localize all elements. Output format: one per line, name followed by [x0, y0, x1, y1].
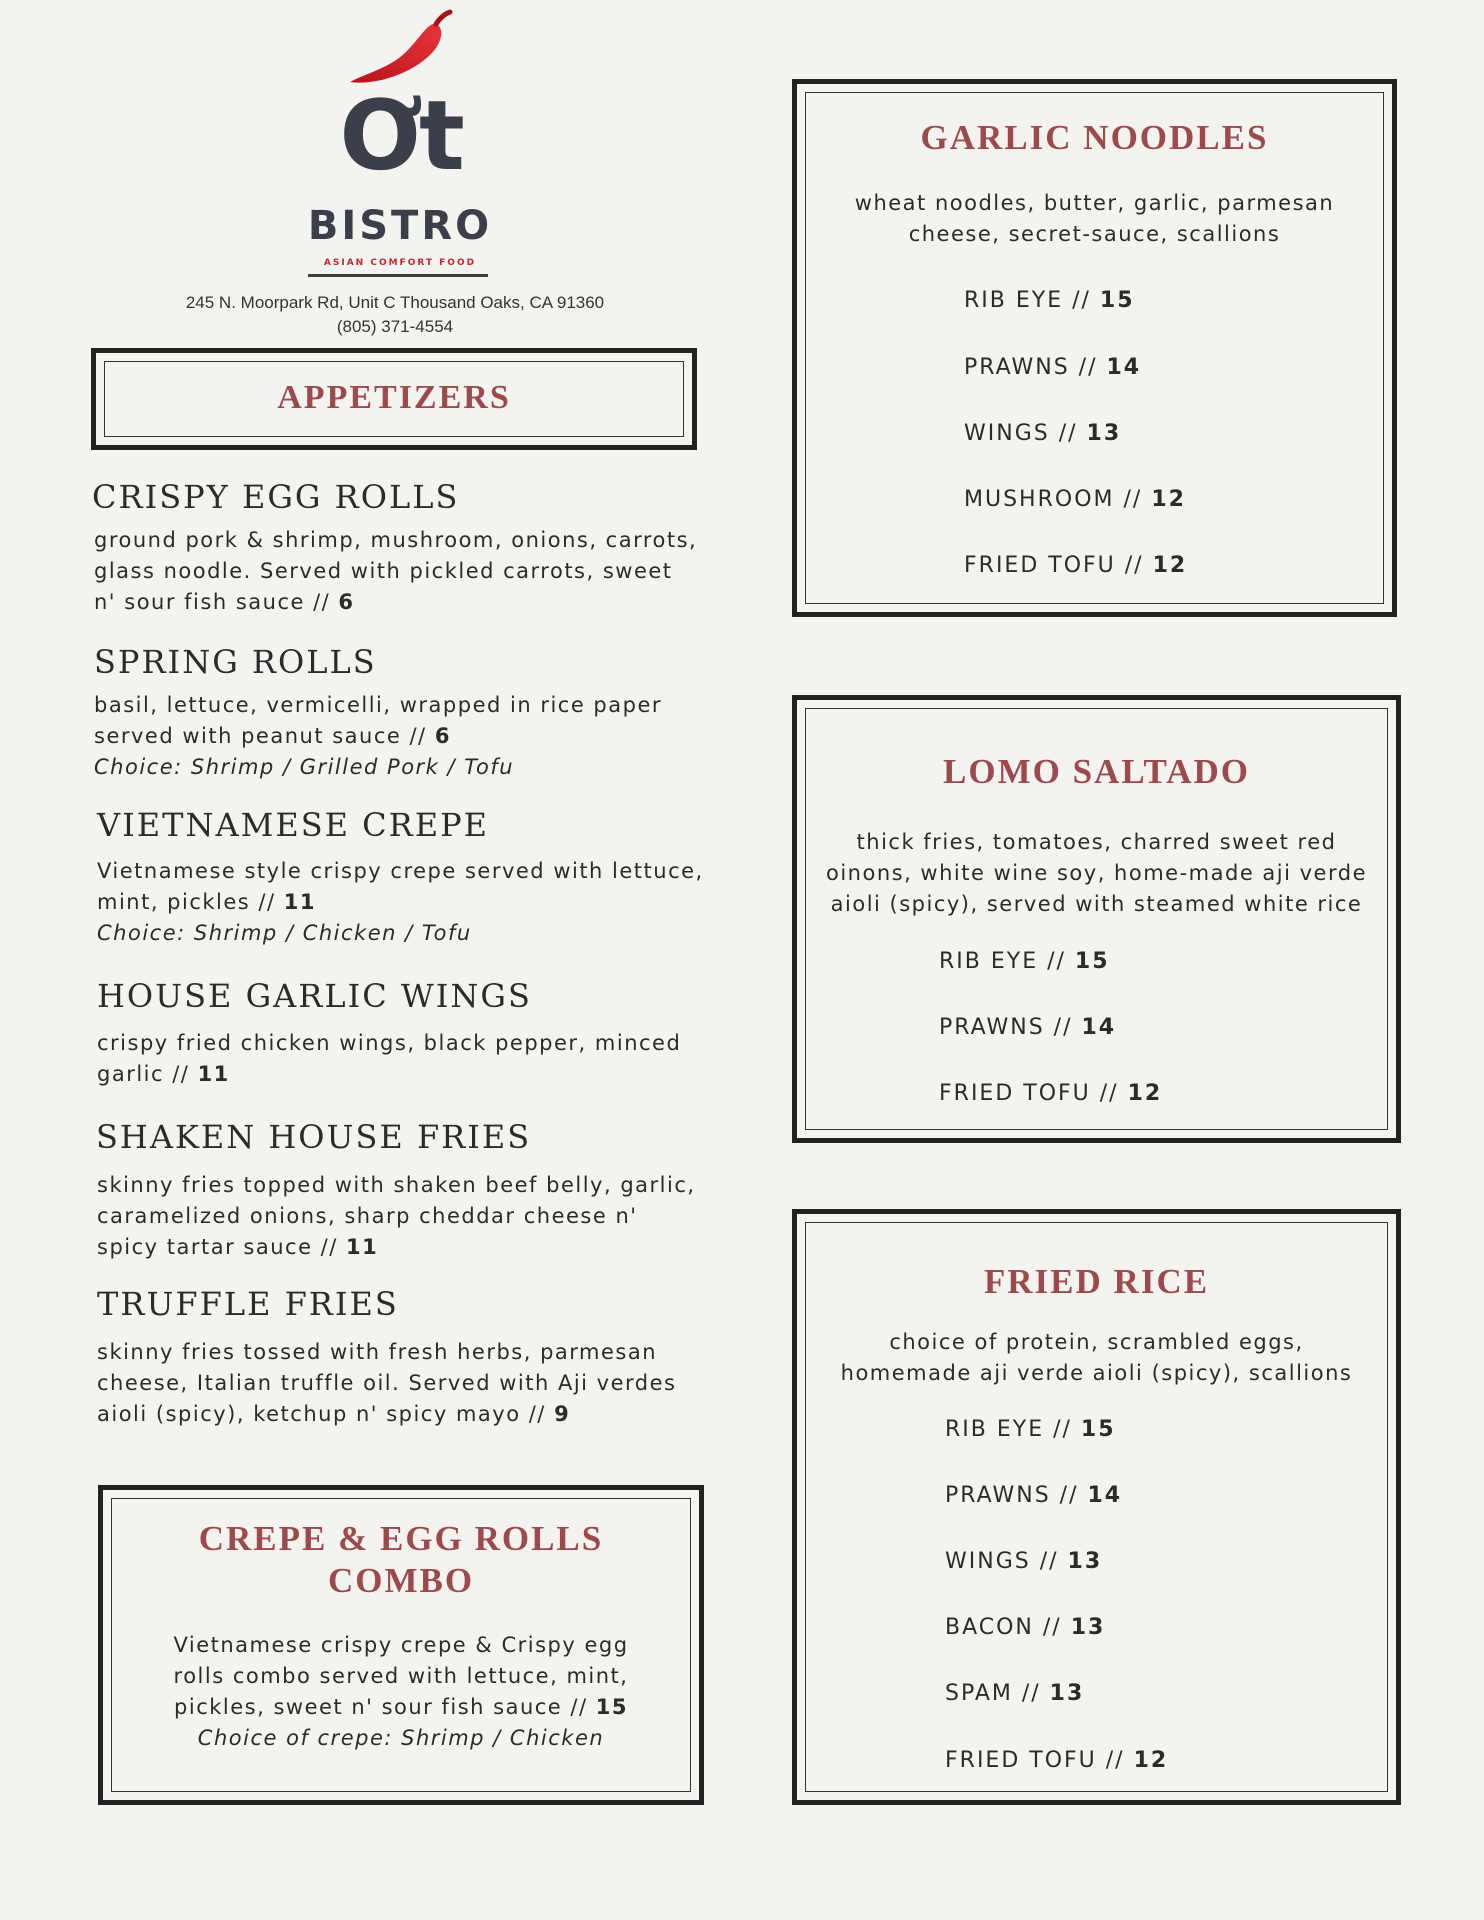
logo-wordmark: Ơt	[339, 80, 461, 192]
lomo-saltado-description: thick fries, tomatoes, charred sweet red oinons, white wine soy, home-made aji verde aioli (spicy), served with steamed white rice	[825, 830, 1367, 916]
combo-description: Vietnamese crispy crepe & Crispy egg rolls combo served with lettuce, mint, pickles, sweet n' sour fish sauce // 15 Choice of crepe: Shrimp / Chicken	[173, 1633, 629, 1750]
fried-rice-description: choice of protein, scrambled eggs, homemade aji verde aioli (spicy), scallions	[840, 1330, 1353, 1385]
lomo-saltado-heading: LOMO SALTADO	[943, 752, 1250, 791]
item-description: skinny fries tossed with fresh herbs, parmesan cheese, Italian truffle oil. Served with Aji verdes aioli (spicy), ketchup n' spicy mayo // 9	[97, 1340, 677, 1426]
item-price: 6	[434, 724, 451, 748]
option-item: PRAWNS // 14	[939, 1015, 1117, 1040]
address: 245 N. Moorpark Rd, Unit C Thousand Oaks, CA 91360	[185, 293, 605, 312]
logo-subname: BISTRO	[307, 203, 493, 249]
item-price: 9	[554, 1402, 571, 1426]
fried-rice-heading: FRIED RICE	[983, 1262, 1210, 1301]
item-price: 11	[283, 890, 316, 914]
item-description: crispy fried chicken wings, black pepper, minced garlic // 11	[97, 1031, 682, 1086]
item-price: 6	[338, 590, 355, 614]
option-item: FRIED TOFU // 12	[939, 1081, 1163, 1106]
fried-rice-box	[792, 1209, 1401, 1805]
chili-pepper-icon	[340, 8, 460, 88]
bistro-logo	[300, 8, 500, 278]
item-choice: Choice: Shrimp / Chicken / Tofu	[97, 921, 472, 945]
option-item: RIB EYE // 15	[939, 949, 1110, 974]
logo-underline	[308, 274, 488, 277]
item-price: 11	[197, 1062, 230, 1086]
option-item: FRIED TOFU // 12	[945, 1748, 1169, 1773]
lomo-saltado-box	[792, 695, 1401, 1143]
garlic-noodles-heading: GARLIC NOODLES	[920, 118, 1269, 157]
item-title: VIETNAMESE CREPE	[97, 806, 489, 844]
phone: (805) 371-4554	[336, 317, 454, 336]
option-item: BACON // 13	[945, 1615, 1106, 1640]
item-choice: Choice: Shrimp / Grilled Pork / Tofu	[94, 755, 515, 779]
option-item: RIB EYE // 15	[945, 1417, 1116, 1442]
combo-heading: CREPE & EGG ROLLS COMBO	[198, 1519, 604, 1600]
item-title: HOUSE GARLIC WINGS	[97, 977, 532, 1015]
option-item: WINGS // 13	[945, 1549, 1103, 1574]
option-item: WINGS // 13	[964, 421, 1122, 446]
item-description: Vietnamese style crispy crepe served with lettuce, mint, pickles // 11 Choice: Shrimp / Chicken / Tofu	[97, 859, 704, 945]
item-title: CRISPY EGG ROLLS	[92, 478, 460, 516]
garlic-noodles-box	[792, 79, 1397, 617]
option-item: FRIED TOFU // 12	[964, 553, 1188, 578]
combo-box	[98, 1485, 704, 1805]
appetizers-heading: APPETIZERS	[277, 379, 511, 416]
item-description: skinny fries topped with shaken beef belly, garlic, caramelized onions, sharp cheddar cheese n' spicy tartar sauce // 11	[97, 1173, 696, 1259]
garlic-noodles-description: wheat noodles, butter, garlic, parmesan cheese, secret-sauce, scallions	[854, 191, 1335, 246]
combo-choice: Choice of crepe: Shrimp / Chicken	[197, 1726, 605, 1750]
option-item: SPAM // 13	[945, 1681, 1085, 1706]
item-description: ground pork & shrimp, mushroom, onions, carrots, glass noodle. Served with pickled carrots, sweet n' sour fish sauce // 6	[94, 528, 698, 614]
option-item: RIB EYE // 15	[964, 288, 1135, 313]
item-title: SPRING ROLLS	[94, 643, 377, 681]
item-title: TRUFFLE FRIES	[97, 1285, 399, 1323]
item-title: SHAKEN HOUSE FRIES	[96, 1118, 532, 1156]
appetizers-heading-box	[91, 348, 697, 450]
item-price: 11	[346, 1235, 379, 1259]
option-item: MUSHROOM // 12	[964, 487, 1186, 512]
option-item: PRAWNS // 14	[945, 1483, 1123, 1508]
combo-price: 15	[595, 1695, 628, 1719]
item-description: basil, lettuce, vermicelli, wrapped in rice paper served with peanut sauce // 6 Choice: Shrimp / Grilled Pork / Tofu	[94, 693, 663, 779]
logo-tagline: ASIAN COMFORT FOOD	[323, 258, 477, 268]
option-item: PRAWNS // 14	[964, 355, 1142, 380]
